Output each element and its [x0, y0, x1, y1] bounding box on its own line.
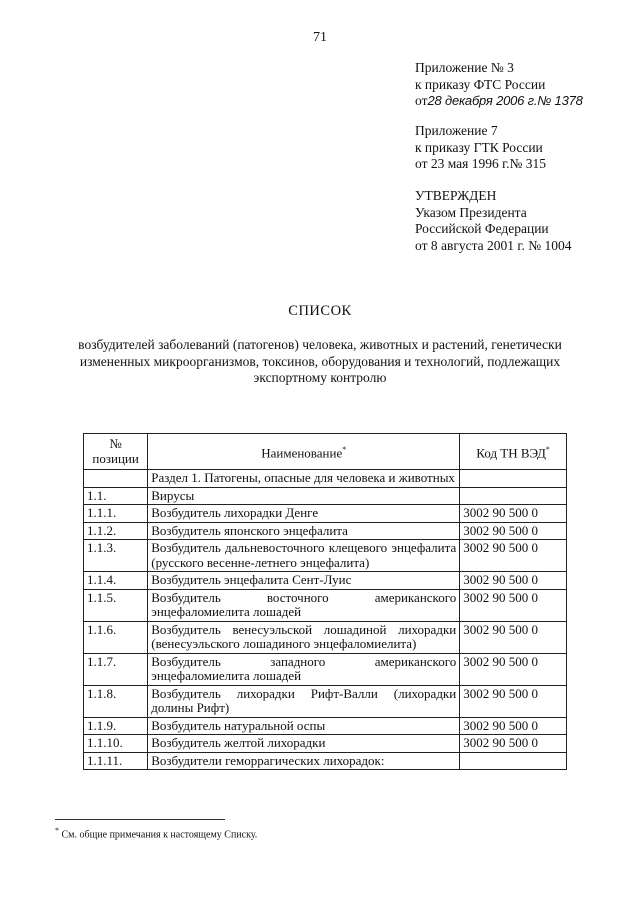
- name-cell: Возбудитель натуральной оспы: [148, 717, 460, 735]
- approval-block-decree: [415, 188, 571, 254]
- handwritten-date: 28 декабря 2006 г.: [427, 93, 538, 108]
- position-number-cell: 1.1.8.: [84, 685, 148, 717]
- name-cell: Возбудитель лихорадки Денге: [148, 505, 460, 523]
- table-row: [84, 522, 567, 540]
- document-subtitle: возбудителей заболеваний (патогенов) человека, животных и растений, генетически измененных микроорганизмов, токсинов, оборудования и технологий, подлежащих экспортному контролю: [78, 337, 562, 385]
- header-name: [148, 434, 460, 470]
- approval-date-line: [415, 93, 583, 110]
- position-number-cell: [84, 470, 148, 488]
- approval-block-fts: [415, 60, 583, 110]
- position-number-cell: 1.1.11.: [84, 752, 148, 770]
- table-row: [84, 653, 567, 685]
- table-row: [84, 589, 567, 621]
- position-number-cell: 1.1.5.: [84, 589, 148, 621]
- approval-line: от 8 августа 2001 г. № 1004: [415, 237, 572, 253]
- code-cell: 3002 90 500 0: [460, 735, 567, 753]
- position-number-cell: 1.1.3.: [84, 540, 148, 572]
- name-cell: Возбудитель восточного американского энцефаломиелита лошадей: [148, 589, 460, 621]
- name-cell: Возбудитель венесуэльской лошадиной лихорадки (венесуэльского лошадиного энцефаломиелита): [148, 621, 460, 653]
- code-cell: [460, 487, 567, 505]
- code-cell: 3002 90 500 0: [460, 505, 567, 523]
- name-cell: Возбудитель энцефалита Сент-Луис: [148, 572, 460, 590]
- position-number-cell: 1.1.9.: [84, 717, 148, 735]
- approval-line: к приказу ГТК России: [415, 139, 543, 155]
- table-row: [84, 505, 567, 523]
- table-row: [84, 717, 567, 735]
- name-cell: Возбудитель лихорадки Рифт-Валли (лихорадки долины Рифт): [148, 685, 460, 717]
- header-position-number: № позиции: [84, 434, 148, 470]
- position-number-cell: 1.1.2.: [84, 522, 148, 540]
- page-number: 71: [313, 30, 327, 45]
- table-row: [84, 735, 567, 753]
- code-cell: 3002 90 500 0: [460, 540, 567, 572]
- table-row: [84, 470, 567, 488]
- position-number-cell: 1.1.: [84, 487, 148, 505]
- position-number-cell: 1.1.10.: [84, 735, 148, 753]
- code-cell: 3002 90 500 0: [460, 685, 567, 717]
- approval-line: Приложение 7: [415, 123, 498, 138]
- header-name-label: Наименование: [261, 444, 343, 460]
- name-cell: Раздел 1. Патогены, опасные для человека и животных: [148, 470, 460, 488]
- approval-line: к приказу ФТС России: [415, 76, 546, 92]
- code-cell: 3002 90 500 0: [460, 653, 567, 685]
- name-cell: Возбудитель западного американского энцефаломиелита лошадей: [148, 653, 460, 685]
- pathogen-list-table: [83, 433, 567, 770]
- footnote-divider: [55, 819, 225, 820]
- table-row: [84, 487, 567, 505]
- document-title: СПИСОК: [288, 303, 352, 319]
- handwritten-number: № 1378: [537, 93, 583, 108]
- approval-line: Приложение № 3: [415, 60, 514, 75]
- position-number-cell: 1.1.1.: [84, 505, 148, 523]
- table-row: [84, 572, 567, 590]
- header-name-footnote-mark: *: [342, 444, 347, 454]
- approval-block-gtk: [415, 123, 546, 173]
- position-number-cell: 1.1.6.: [84, 621, 148, 653]
- name-cell: Вирусы: [148, 487, 460, 505]
- name-cell: Возбудители геморрагических лихорадок:: [148, 752, 460, 770]
- code-cell: [460, 470, 567, 488]
- code-cell: [460, 752, 567, 770]
- position-number-cell: 1.1.7.: [84, 653, 148, 685]
- header-code-label: Код ТН ВЭД: [476, 444, 546, 460]
- table-row: [84, 752, 567, 770]
- code-cell: 3002 90 500 0: [460, 717, 567, 735]
- table-row: [84, 621, 567, 653]
- footnote-text: См. общие примечания к настоящему Списку.: [61, 829, 258, 841]
- approval-date-prefix: от: [415, 93, 428, 108]
- name-cell: Возбудитель японского энцефалита: [148, 522, 460, 540]
- table-header-row: [84, 434, 567, 470]
- name-cell: Возбудитель дальневосточного клещевого энцефалита (русского весенне-летнего энцефалита): [148, 540, 460, 572]
- code-cell: 3002 90 500 0: [460, 621, 567, 653]
- table-row: [84, 685, 567, 717]
- footnote: [55, 826, 257, 840]
- footnote-mark: *: [55, 826, 59, 835]
- code-cell: 3002 90 500 0: [460, 589, 567, 621]
- header-code: [460, 434, 567, 470]
- approval-line: Российской Федерации: [415, 221, 549, 236]
- name-cell: Возбудитель желтой лихорадки: [148, 735, 460, 753]
- approval-line: от 23 мая 1996 г.№ 315: [415, 156, 547, 171]
- approval-line: Указом Президента: [415, 204, 527, 220]
- position-number-cell: 1.1.4.: [84, 572, 148, 590]
- approval-line: УТВЕРЖДЕН: [415, 188, 497, 203]
- code-cell: 3002 90 500 0: [460, 572, 567, 590]
- table-row: [84, 540, 567, 572]
- code-cell: 3002 90 500 0: [460, 522, 567, 540]
- header-code-footnote-mark: *: [545, 444, 550, 454]
